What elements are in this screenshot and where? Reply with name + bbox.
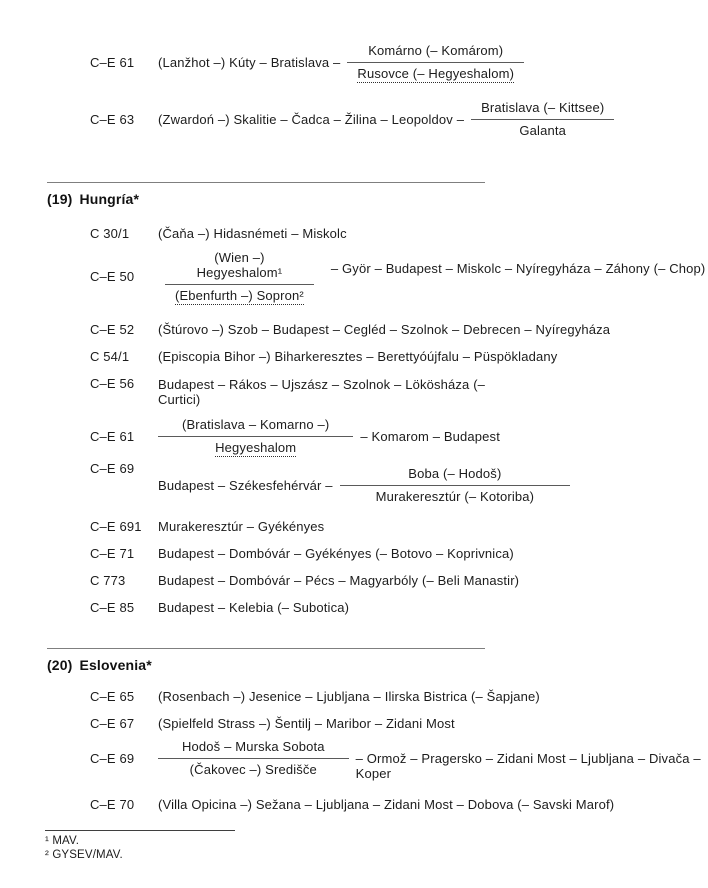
branch-lower [191, 437, 320, 459]
route-description [158, 247, 708, 307]
footnote-separator [45, 830, 235, 831]
route-description [158, 520, 708, 534]
route-branch [158, 414, 353, 459]
route-row-ce61-top [0, 40, 708, 85]
branch-upper: Hodoš – Murska Sobota [182, 739, 325, 754]
route-text: Budapest – Kelebia (– Subotica) [158, 600, 350, 615]
route-text: Budapest – Dombóvár – Gyékényes (– Botovo – Koprivnica) [158, 546, 514, 561]
route-code: C–E 61 [90, 428, 135, 444]
route-row-ce65 [0, 690, 708, 704]
branch-upper-line2: Hegyeshalom¹ [196, 265, 283, 280]
route-row-c54-1 [0, 350, 708, 364]
route-text: (Rosenbach –) Jesenice – Ljubljana – Ilirska Bistrica (– Šapjane) [158, 689, 540, 704]
route-row-ce69-hu [0, 463, 708, 508]
route-code: C 30/1 [90, 226, 130, 241]
route-text-multiline [356, 751, 701, 781]
branch-lower [165, 285, 314, 307]
section-divider [47, 648, 485, 649]
branch-lower: Murakeresztúr (– Kotoriba) [375, 489, 535, 504]
route-row-c773 [0, 574, 708, 588]
route-branch [471, 97, 614, 142]
route-row-ce71 [0, 547, 708, 561]
route-code: C–E 50 [90, 269, 135, 284]
route-code: C–E 691 [90, 519, 142, 534]
route-description [158, 323, 708, 337]
route-row-c30-1 [0, 227, 708, 241]
branch-lower [347, 63, 524, 85]
route-description [158, 227, 708, 241]
section-number: (19) [47, 191, 73, 207]
route-row-ce52 [0, 323, 708, 337]
footnote-1: ¹ MAV. [45, 835, 80, 847]
route-text: (Čaňa –) Hidasnémeti – Miskolc [158, 226, 347, 241]
route-text: (Spielfeld Strass –) Šentilj – Maribor – Zidani Most [158, 716, 455, 731]
route-description [158, 601, 708, 615]
route-description [158, 547, 708, 561]
route-text: – Györ – Budapest – Miskolc – Nyíregyháza – Záhony (– Chop) [330, 261, 706, 276]
route-description [158, 736, 708, 781]
route-description [158, 690, 708, 704]
route-text: – Komarom – Budapest [360, 428, 500, 444]
section-header-hungary [47, 191, 708, 207]
section-header-slovenia [47, 657, 708, 673]
section-divider [47, 182, 485, 183]
route-branch [347, 40, 524, 85]
route-code: C–E 52 [90, 322, 135, 337]
branch-upper: (Bratislava – Komarno –) [182, 417, 330, 432]
route-text: (Štúrovo –) Szob – Budapest – Cegléd – Szolnok – Debrecen – Nyíregyháza [158, 322, 611, 337]
route-description [158, 414, 708, 459]
branch-upper: Boba (– Hodoš) [408, 466, 502, 481]
route-text-underlined: Rusovce (– Hegyeshalom) [357, 66, 515, 81]
route-code: C–E 56 [90, 376, 135, 391]
section-number: (20) [47, 657, 73, 673]
route-row-ce67 [0, 717, 708, 731]
section-title: Eslovenia* [79, 657, 152, 673]
route-row-ce691 [0, 520, 708, 534]
route-text: (Episcopia Bihor –) Biharkeresztes – Berettyóújfalu – Püspökladany [158, 349, 558, 364]
route-text-underlined: Hegyeshalom [215, 440, 297, 455]
route-row-ce63 [0, 97, 708, 142]
route-description [158, 574, 708, 588]
route-code: C–E 65 [90, 689, 135, 704]
route-text: (Lanžhot –) Kúty – Bratislava – [158, 54, 341, 70]
footnote-2: ² GYSEV/MAV. [45, 849, 123, 861]
route-description [158, 350, 708, 364]
route-branch [158, 736, 349, 781]
section-title: Hungría* [79, 191, 140, 207]
route-text: Budapest – Dombóvár – Pécs – Magyarbóly (– Beli Manastir) [158, 573, 520, 588]
route-code: C–E 70 [90, 797, 135, 812]
route-code: C–E 63 [90, 111, 135, 127]
route-text: (Zwardoń –) Skalitie – Čadca – Žilina – Leopoldov – [158, 111, 465, 127]
route-row-ce85 [0, 601, 708, 615]
branch-upper: Komárno (– Komárom) [368, 43, 504, 58]
route-text-line2: Curtici) [158, 392, 201, 407]
route-row-ce56 [0, 377, 708, 407]
route-description [158, 377, 708, 407]
route-description [158, 97, 708, 142]
route-code: C–E 69 [90, 750, 135, 766]
branch-lower: (Čakovec –) Središče [189, 762, 317, 777]
route-text: (Villa Opicina –) Sežana – Ljubljana – Zidani Most – Dobova (– Savski Marof) [158, 797, 615, 812]
route-code: C 54/1 [90, 349, 130, 364]
route-text-line2: Koper [355, 765, 392, 781]
route-text-line1: Budapest – Rákos – Ujszász – Szolnok – Lökösháza (– [158, 377, 486, 392]
route-code: C–E 69 [90, 461, 135, 476]
route-code: C–E 71 [90, 546, 135, 561]
route-row-ce50 [0, 247, 708, 307]
route-row-ce69-si [0, 736, 708, 781]
route-text-line1: – Ormož – Pragersko – Zidani Most – Ljubljana – Divača – [355, 750, 701, 766]
branch-upper: Bratislava (– Kittsee) [481, 100, 605, 115]
route-code: C–E 67 [90, 716, 135, 731]
route-code: C 773 [90, 573, 126, 588]
branch-lower: Galanta [519, 123, 566, 138]
route-text: Budapest – Székesfehérvár – [158, 477, 333, 493]
route-text-multiline [158, 377, 485, 407]
route-description [158, 798, 708, 812]
route-description [158, 463, 708, 508]
route-row-ce70 [0, 798, 708, 812]
route-code: C–E 61 [90, 54, 135, 70]
branch-upper [187, 247, 293, 284]
route-text-underlined: (Ebenfurth –) Sopron² [175, 288, 304, 303]
route-branch [340, 463, 571, 508]
route-branch [165, 247, 314, 307]
route-code: C–E 85 [90, 600, 135, 615]
route-description [158, 40, 708, 85]
route-row-ce61-hu [0, 414, 708, 459]
route-text: Murakeresztúr – Gyékényes [158, 519, 325, 534]
branch-upper-line1: (Wien –) [214, 250, 265, 265]
route-description [158, 717, 708, 731]
